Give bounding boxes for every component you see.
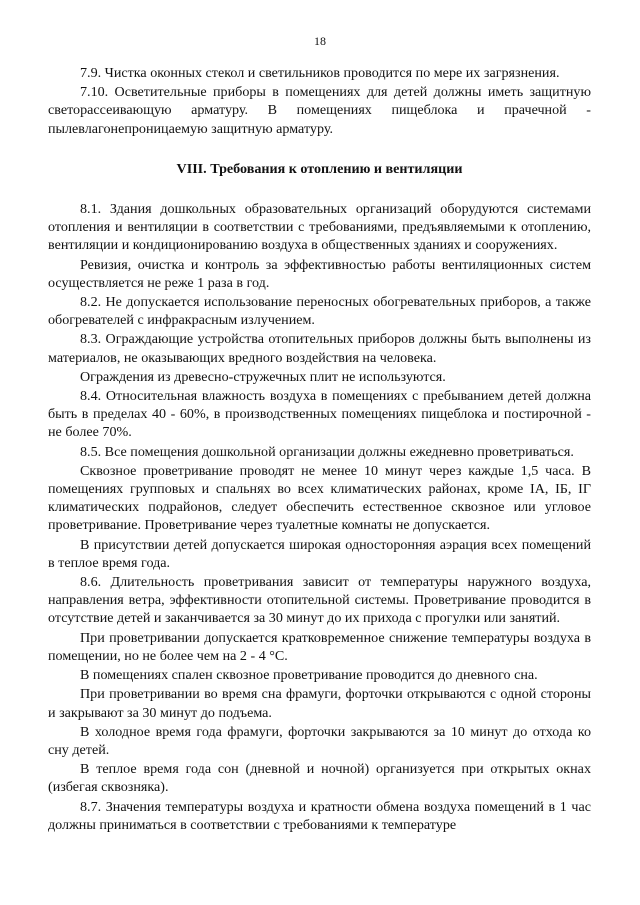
paragraph-8-1: 8.1. Здания дошкольных образовательных организаций оборудуются системами отопления и вентиляции в соответствии с требованиями, предъявляемыми к отоплению, вентиляции и кондиционированию воздуха в общественных зданиях и сооружениях. (48, 201, 591, 254)
paragraph-8-6: 8.6. Длительность проветривания зависит от температуры наружного воздуха, направления ветра, эффективности отопительной системы. Проветривание проводится в отсутствие детей и заканчивается за 30 минут до их прихода с прогулки или занятий. (48, 574, 591, 627)
paragraph-7-10: 7.10. Осветительные приборы в помещениях для детей должны иметь защитную светорассеивающую арматуру. В помещениях пищеблока и прачечной - пылевлагонепроницаемую защитную арматуру. (48, 84, 591, 137)
paragraph-warm-season: В теплое время года сон (дневной и ночной) организуется при открытых окнах (избегая сквозняка). (48, 761, 591, 796)
paragraph-7-9: 7.9. Чистка оконных стекол и светильников проводится по мере их загрязнения. (80, 65, 560, 81)
paragraph-temperature-drop: При проветривании допускается кратковременное снижение температуры воздуха в помещении, но не более чем на 2 - 4 °С. (48, 629, 591, 664)
document-body (48, 64, 591, 835)
paragraph-revision: Ревизия, очистка и контроль за эффективностью работы вентиляционных систем осуществляется не реже 1 раза в год. (48, 256, 591, 291)
section-heading: VIII. Требования к отоплению и вентиляции (176, 160, 463, 177)
paragraph-8-2: 8.2. Не допускается использование переносных обогревательных приборов, а также обогревателей с инфракрасным излучением. (48, 294, 591, 329)
paragraph-8-3: 8.3. Ограждающие устройства отопительных приборов должны быть выполнены из материалов, не оказывающих вредного воздействия на человека. (48, 331, 591, 366)
paragraph-bedrooms: В помещениях спален сквозное проветривание проводится до дневного сна. (80, 667, 538, 684)
paragraph-8-4: 8.4. Относительная влажность воздуха в помещениях с пребыванием детей должна быть в пределах 40 - 60%, в производственных помещениях пищеблока и постирочной - не более 70%. (48, 388, 591, 441)
paragraph-fences: Ограждения из древесно-стружечных плит не используются. (80, 368, 446, 385)
page-number: 18 (314, 34, 326, 48)
paragraph-cold-season: В холодное время года фрамуги, форточки закрываются за 10 минут до отхода ко сну детей. (48, 723, 591, 758)
paragraph-8-5: 8.5. Все помещения дошкольной организации должны ежедневно проветриваться. (80, 443, 574, 460)
paragraph-aeration: В присутствии детей допускается широкая односторонняя аэрация всех помещений в теплое время года. (48, 536, 591, 571)
paragraph-sleep-ventilation: При проветривании во время сна фрамуги, форточки открываются с одной стороны и закрывают за 30 минут до подъема. (48, 686, 591, 721)
paragraph-8-7: 8.7. Значения температуры воздуха и кратности обмена воздуха помещений в 1 час должны приниматься в соответствии с требованиями к температуре (48, 798, 591, 833)
paragraph-cross-ventilation: Сквозное проветривание проводят не менее 10 минут через каждые 1,5 часа. В помещениях групповых и спальнях во всех климатических районах, кроме IА, IБ, IГ климатических подрайонов, следует обеспечить естественное сквозное или угловое проветривание. Проветривание через туалетные комнаты не допускается. (48, 462, 591, 534)
